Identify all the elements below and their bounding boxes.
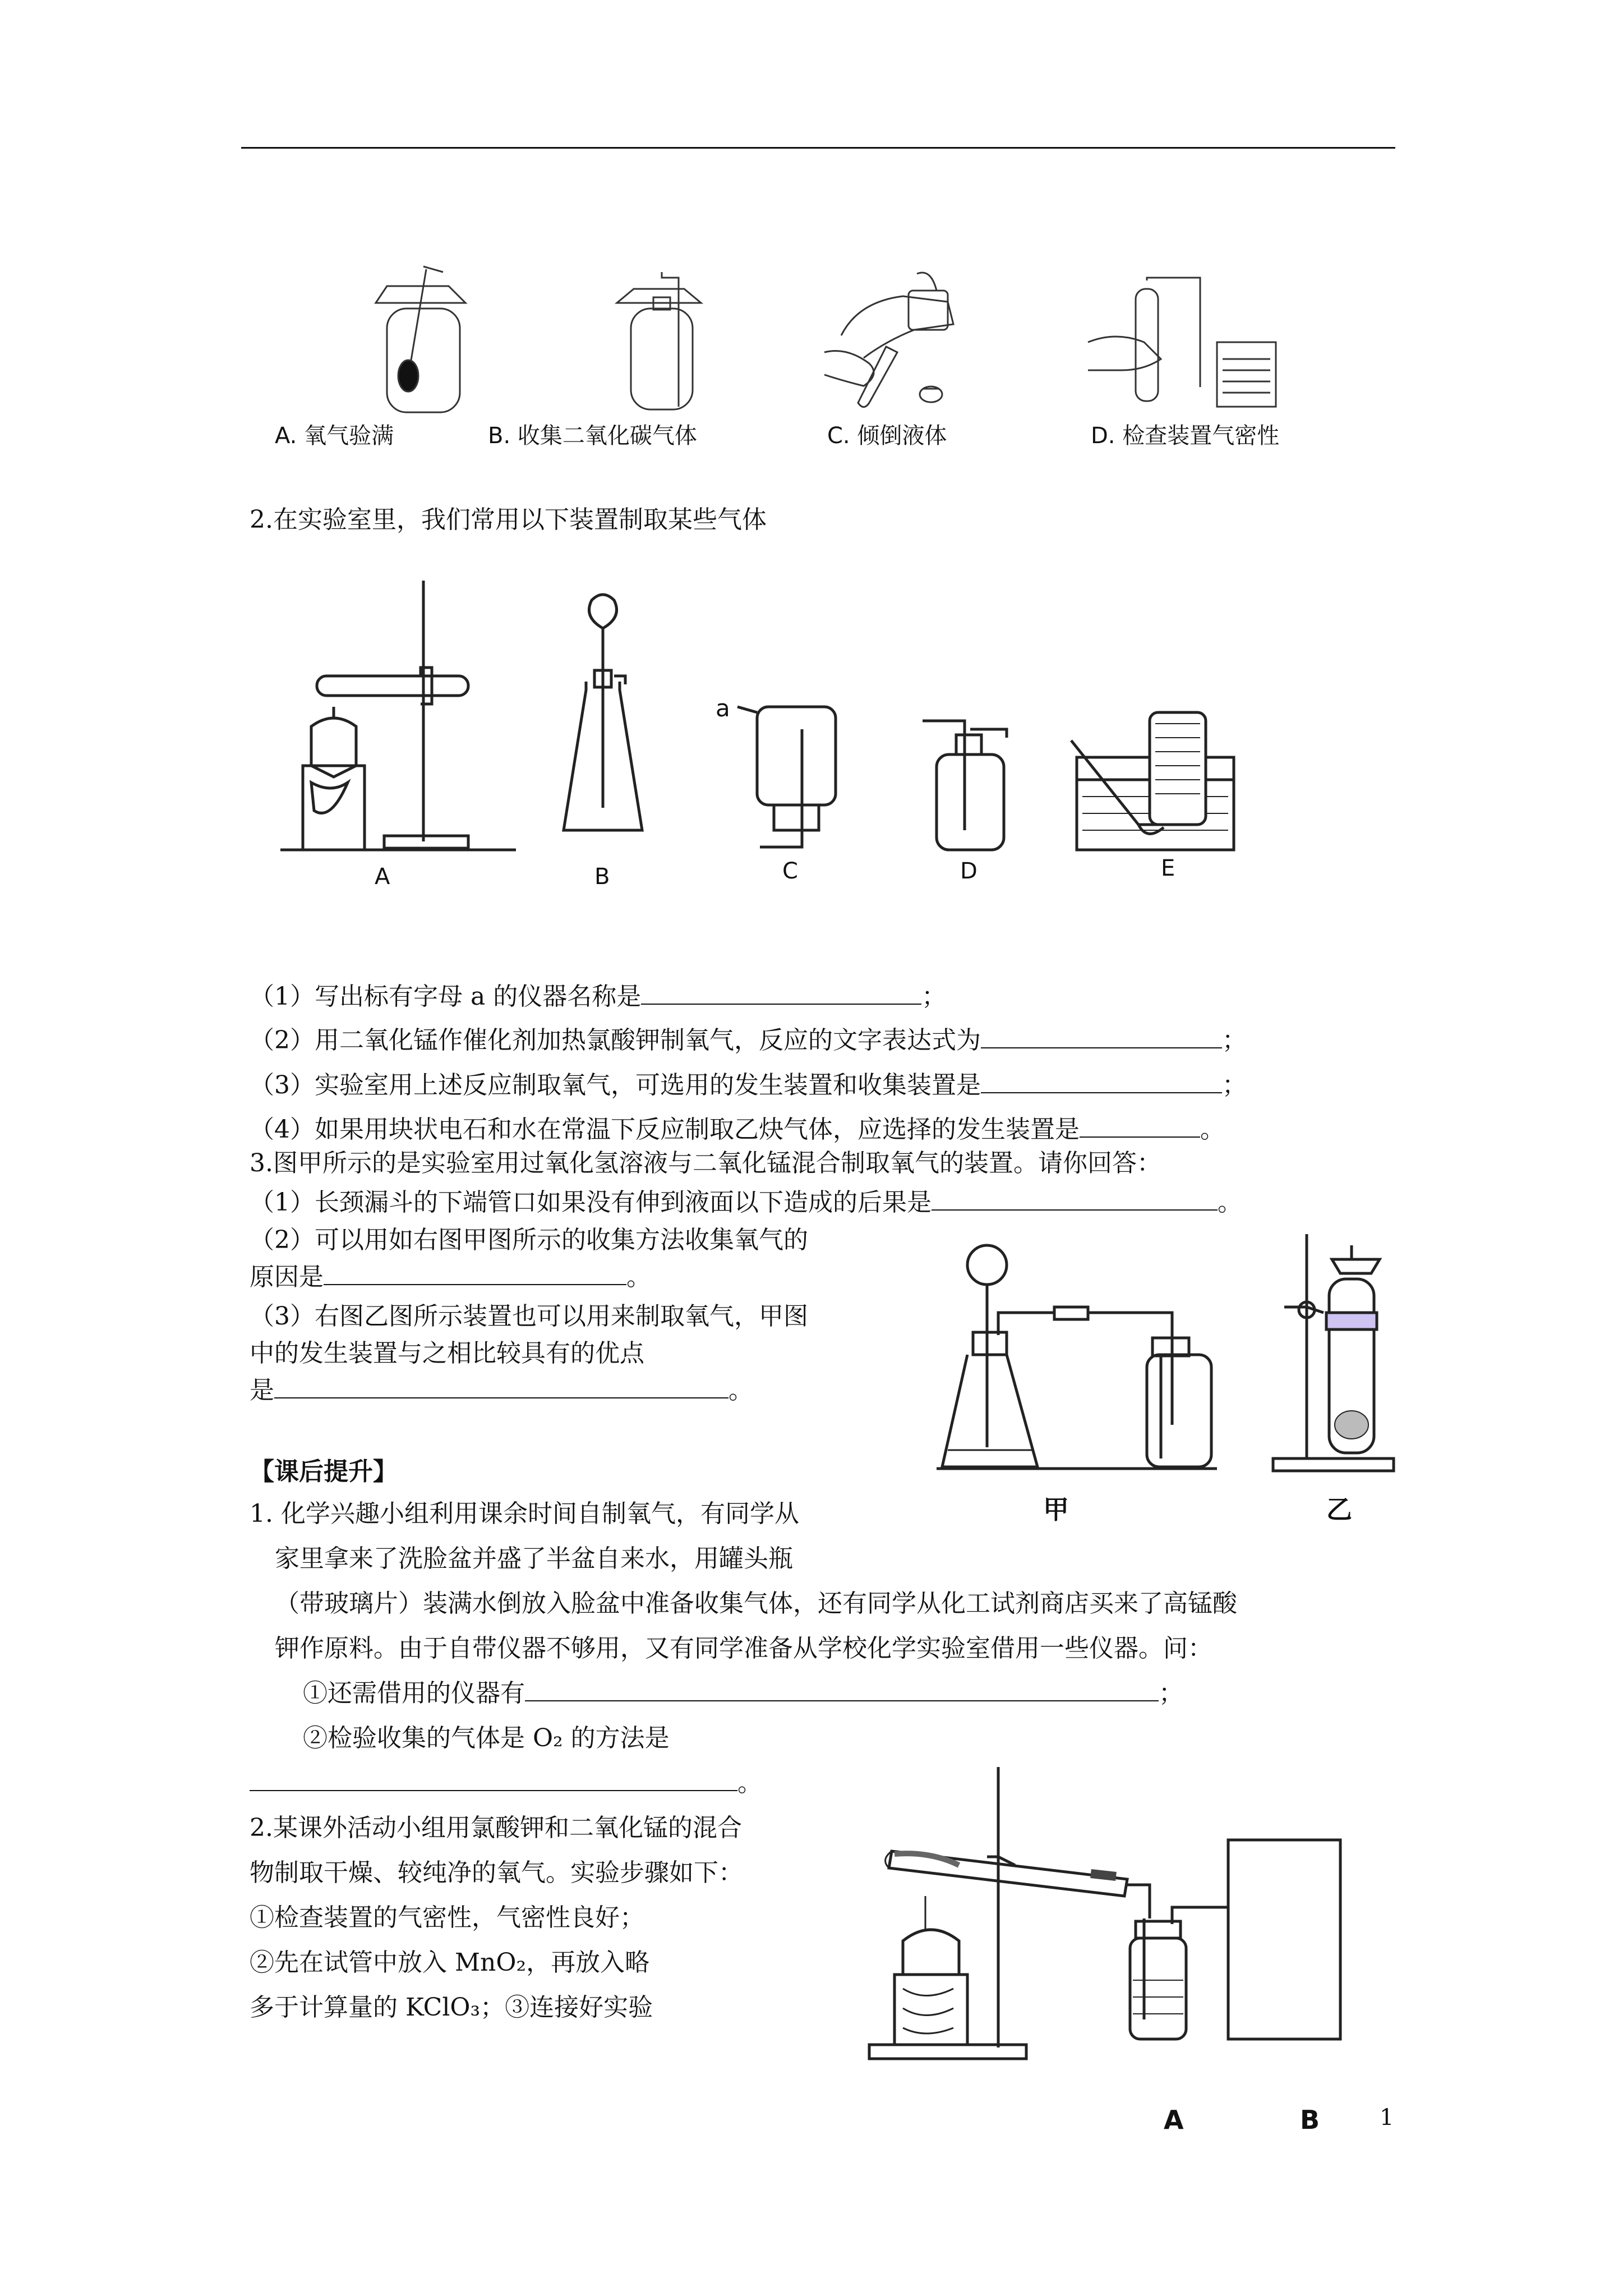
figure-collect-co2 (611, 272, 707, 412)
apparatus-a-heating (280, 581, 516, 855)
header-rule (241, 147, 1395, 149)
figure-label-a: A (1164, 2105, 1184, 2135)
figure-oxygen-generation-apparatus (869, 1767, 1346, 2064)
q3-sub3-line2: 中的发生装置与之相比较具有的优点 (250, 1339, 644, 1368)
q3-sub2-line1: （2）可以用如右图甲图所示的收集方法收集氧气的 (250, 1226, 808, 1254)
q1-option-c: C. 倾倒液体 (827, 423, 947, 449)
after-p1-q1-blank[interactable] (525, 1679, 1159, 1701)
figure-pour-liquid (819, 268, 965, 414)
after-p1-line4: 钾作原料。由于自带仪器不够用，又有同学准备从学校化学实验室借用一些仪器。问： (275, 1634, 1212, 1663)
q3-sub3-line3: 是 。 (250, 1376, 753, 1405)
apparatus-label-c: C (782, 858, 798, 884)
after-class-heading: 【课后提升】 (250, 1457, 398, 1486)
q2-sub2-blank[interactable] (981, 1026, 1222, 1048)
q1-option-d: D. 检查装置气密性 (1091, 423, 1280, 449)
after-p2-line2: 物制取干燥、较纯净的氧气。实验步骤如下： (250, 1858, 743, 1887)
figure-label-b: B (1300, 2105, 1320, 2135)
apparatus-e-water-trough (1071, 712, 1239, 853)
after-p2-line5: 多于计算量的 KClO₃；③连接好实验 (250, 1993, 653, 2022)
apparatus-d-bottle (917, 718, 1018, 853)
apparatus-label-b: B (594, 864, 610, 890)
q2-sub1-blank[interactable] (641, 982, 921, 1005)
q3-sub1-blank[interactable] (932, 1188, 1218, 1211)
after-p1-line3: （带玻璃片）装满水倒放入脸盆中准备收集气体，还有同学从化工试剂商店买来了高锰酸 (275, 1589, 1237, 1618)
after-p1-q1: ①还需借用的仪器有 ； (303, 1679, 1183, 1708)
q3-sub2-blank[interactable] (324, 1263, 626, 1285)
q3-title: 3.图甲所示的是实验室用过氧化氢溶液与二氧化锰混合制取氧气的装置。请你回答： (250, 1149, 1161, 1177)
figure-label-jia: 甲 (1043, 1494, 1069, 1525)
after-p2-line4: ②先在试管中放入 MnO₂，再放入略 (250, 1948, 650, 1977)
after-p1-line2: 家里拿来了洗脸盆并盛了半盆自来水，用罐头瓶 (275, 1544, 793, 1573)
apparatus-label-d: D (960, 858, 978, 884)
after-p1-line1: 1. 化学兴趣小组利用课余时间自制氧气，有同学从 (250, 1499, 799, 1528)
q1-option-a: A. 氧气验满 (275, 423, 394, 449)
q1-option-b: B. 收集二氧化碳气体 (488, 423, 697, 449)
after-p1-q2: ②检验收集的气体是 O₂ 的方法是 (303, 1724, 670, 1752)
apparatus-label-a: A (375, 864, 390, 890)
q3-sub3-line1: （3）右图乙图所示装置也可以用来制取氧气，甲图 (250, 1302, 808, 1331)
figure-yi-apparatus (1273, 1234, 1402, 1475)
after-p1-q2-answer: 。 (250, 1767, 762, 1800)
apparatus-c-mark-a: a (716, 694, 730, 722)
q2-sub4: （4）如果用块状电石和水在常温下反应制取乙炔气体，应选择的发生装置是 。 (250, 1115, 1225, 1144)
q2-sub1: （1）写出标有字母 a 的仪器名称是 ； (250, 982, 947, 1011)
apparatus-b-flask (561, 595, 645, 841)
figure-airtight-check (1082, 280, 1279, 409)
after-p2-line3: ①检查装置的气密性，气密性良好； (250, 1903, 644, 1932)
q3-sub2-line2: 原因是 。 (250, 1263, 651, 1291)
q2-sub4-blank[interactable] (1080, 1115, 1200, 1138)
q2-sub3: （3）实验室用上述反应制取氧气，可选用的发生装置和收集装置是 ； (250, 1071, 1247, 1099)
figure-jia-apparatus (937, 1240, 1228, 1475)
after-p1-q2-blank[interactable] (250, 1769, 737, 1791)
q3-sub3-blank[interactable] (274, 1376, 728, 1398)
apparatus-c-inverted-bottle (735, 707, 841, 858)
page-number: 1 (1380, 2105, 1394, 2131)
figure-oxygen-full-test (370, 264, 471, 421)
after-p2-line1: 2.某课外活动小组用氯酸钾和二氧化锰的混合 (250, 1814, 742, 1842)
q2-sub2: （2）用二氧化锰作催化剂加热氯酸钾制氧气，反应的文字表达式为 ； (250, 1026, 1247, 1055)
q2-title: 2.在实验室里，我们常用以下装置制取某些气体 (250, 505, 767, 534)
figure-label-yi: 乙 (1326, 1494, 1352, 1525)
apparatus-label-e: E (1161, 855, 1175, 881)
q2-sub3-blank[interactable] (981, 1071, 1222, 1093)
q3-sub1: （1）长颈漏斗的下端管口如果没有伸到液面以下造成的后果是 。 (250, 1188, 1242, 1217)
